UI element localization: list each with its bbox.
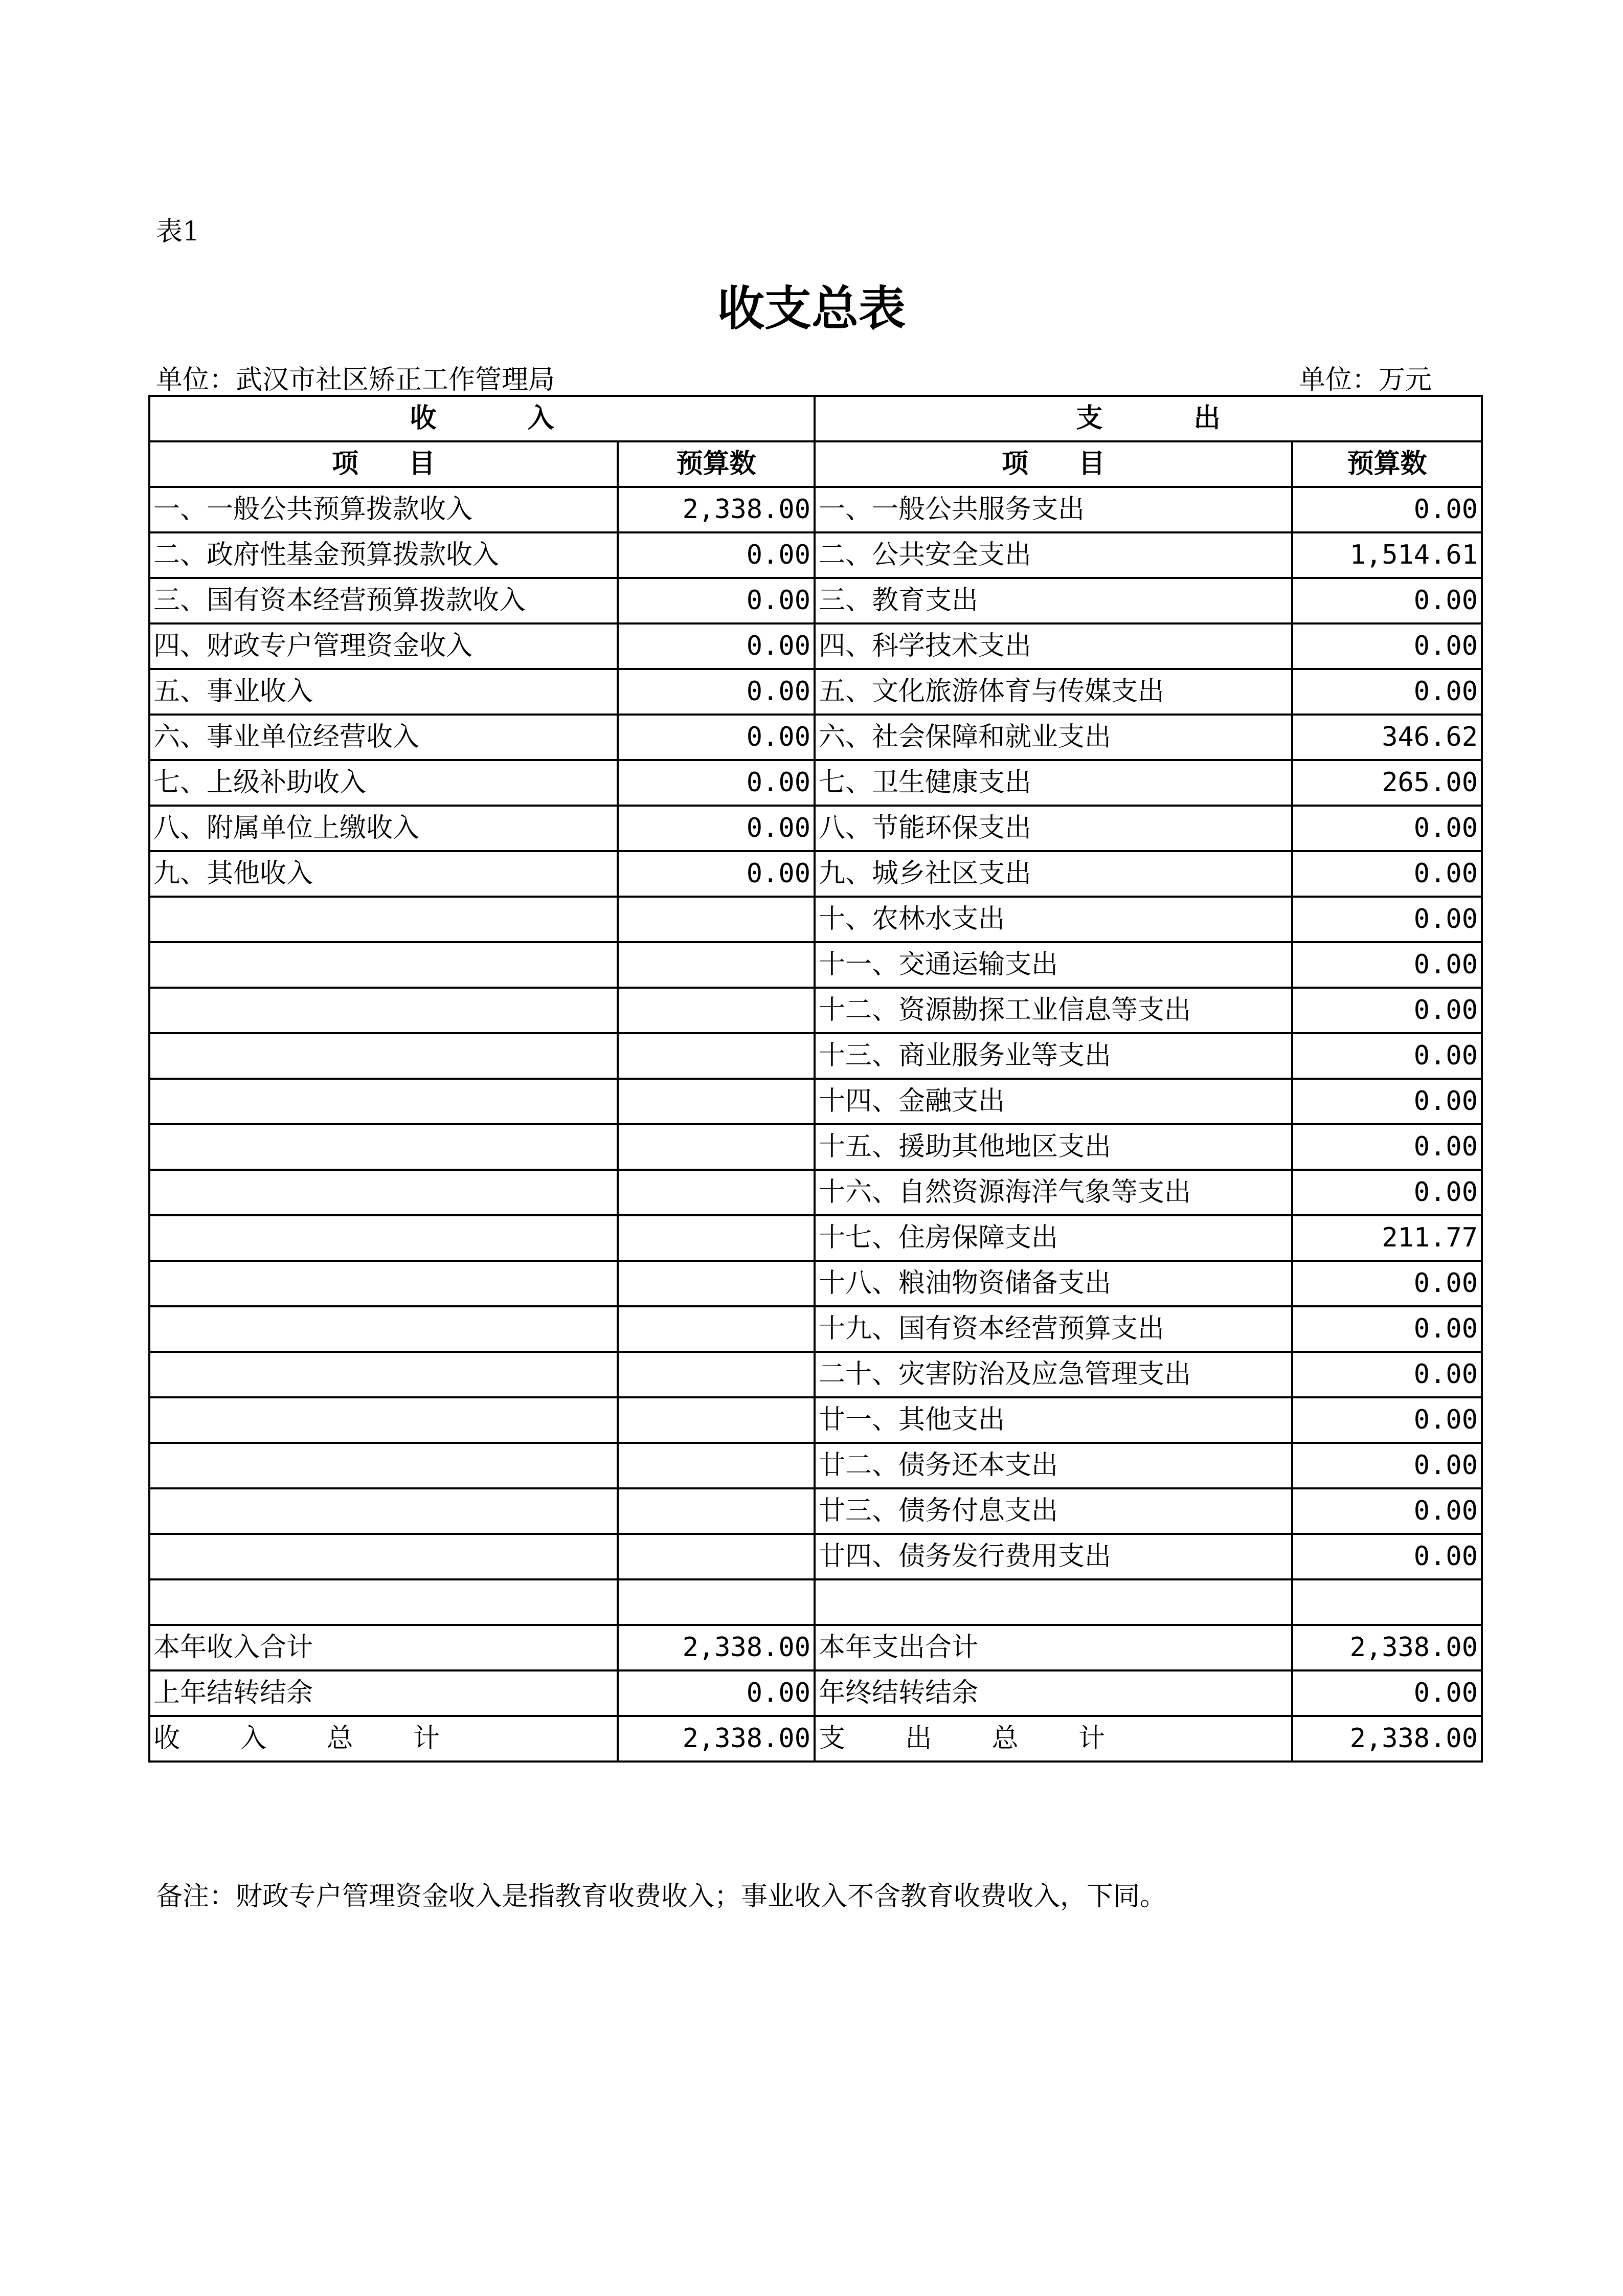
table-row [149,1443,1482,1488]
income-item-cell: 四、财政专户管理资金收入 [149,623,618,669]
table-row [149,806,1482,851]
income-item-cell: 三、国有资本经营预算拨款收入 [149,578,618,623]
income-budget-cell [618,1033,815,1079]
income-budget-cell [618,1261,815,1306]
expense-budget-cell: 0.00 [1292,1443,1482,1488]
income-budget-cell [618,1534,815,1579]
expense-budget-cell: 346.62 [1292,715,1482,760]
table-row [149,760,1482,806]
expense-budget-cell: 0.00 [1292,1488,1482,1534]
table-row [149,1033,1482,1079]
income-budget-cell [618,1352,815,1397]
expense-item-cell: 十三、商业服务业等支出 [815,1033,1292,1079]
total-row [149,1716,1482,1762]
expense-item-cell: 二、公共安全支出 [815,532,1292,578]
header-row-columns [149,441,1482,487]
income-item-cell: 本年收入合计 [149,1625,618,1670]
income-total-label [149,1716,618,1762]
table-row [149,1488,1482,1534]
expense-item-cell: 十、农林水支出 [815,897,1292,942]
expense-item-cell: 三、教育支出 [815,578,1292,623]
income-budget-cell [618,1170,815,1215]
expense-header: 支 出 [815,396,1482,441]
table-row [149,942,1482,988]
income-item-cell: 二、政府性基金预算拨款收入 [149,532,618,578]
expense-budget-cell: 2,338.00 [1292,1625,1482,1670]
page-title: 收支总表 [717,281,906,336]
expense-item-cell: 一、一般公共服务支出 [815,487,1292,532]
expense-budget-cell: 0.00 [1292,851,1482,897]
income-budget-cell [618,1306,815,1352]
table-row [149,1670,1482,1716]
expense-budget-cell: 0.00 [1292,669,1482,715]
expense-total-value: 2,338.00 [1292,1716,1482,1762]
expense-budget-cell: 0.00 [1292,487,1482,532]
income-budget-cell: 0.00 [618,851,815,897]
expense-budget-cell: 0.00 [1292,897,1482,942]
income-budget-cell: 0.00 [618,623,815,669]
expense-item-cell: 九、城乡社区支出 [815,851,1292,897]
income-item-cell [149,1579,618,1625]
expense-budget-cell: 1,514.61 [1292,532,1482,578]
income-budget-cell: 0.00 [618,578,815,623]
income-item-cell: 七、上级补助收入 [149,760,618,806]
expense-item-cell: 八、节能环保支出 [815,806,1292,851]
expense-item-cell: 十一、交通运输支出 [815,942,1292,988]
income-item-cell [149,1079,618,1124]
income-item-cell: 一、一般公共预算拨款收入 [149,487,618,532]
expense-item-cell: 十四、金融支出 [815,1079,1292,1124]
table-row [149,487,1482,532]
expense-budget-cell: 265.00 [1292,760,1482,806]
income-item-cell [149,1397,618,1443]
expense-total-label-char: 出 [905,1723,932,1754]
income-budget-cell [618,1079,815,1124]
income-total-label-char: 入 [240,1723,267,1754]
income-item-cell [149,1261,618,1306]
expense-budget-cell: 0.00 [1292,578,1482,623]
income-header: 收 入 [149,396,815,441]
table-row [149,1397,1482,1443]
expense-item-cell: 本年支出合计 [815,1625,1292,1670]
expense-item-cell: 十二、资源勘探工业信息等支出 [815,988,1292,1033]
income-budget-cell: 0.00 [618,1670,815,1716]
expense-item-cell: 廿一、其他支出 [815,1397,1292,1443]
expense-budget-cell: 0.00 [1292,1670,1482,1716]
income-budget-cell [618,1215,815,1261]
expense-budget-cell: 0.00 [1292,1534,1482,1579]
income-budget-cell: 0.00 [618,532,815,578]
income-budget-cell [618,1488,815,1534]
income-budget-cell: 2,338.00 [618,1625,815,1670]
table-row [149,1215,1482,1261]
income-budget-cell [618,988,815,1033]
income-budget-cell [618,897,815,942]
income-budget-header: 预算数 [618,441,815,487]
income-item-cell [149,1215,618,1261]
income-budget-cell [618,1124,815,1170]
expense-total-label-char: 支 [819,1723,846,1754]
expense-budget-cell: 0.00 [1292,623,1482,669]
expense-item-cell: 年终结转结余 [815,1670,1292,1716]
income-budget-cell [618,1397,815,1443]
expense-item-cell: 六、社会保障和就业支出 [815,715,1292,760]
expense-item-cell [815,1579,1292,1625]
table-row [149,1261,1482,1306]
expense-item-cell: 十五、援助其他地区支出 [815,1124,1292,1170]
table-row [149,1124,1482,1170]
income-budget-cell: 0.00 [618,760,815,806]
table-row [149,669,1482,715]
expense-budget-cell: 0.00 [1292,1352,1482,1397]
expense-budget-cell: 0.00 [1292,942,1482,988]
expense-item-header: 项 目 [815,441,1292,487]
table-row [149,897,1482,942]
expense-budget-cell: 0.00 [1292,1079,1482,1124]
expense-item-cell: 廿三、债务付息支出 [815,1488,1292,1534]
income-item-cell [149,1170,618,1215]
income-item-cell [149,1534,618,1579]
expense-item-cell: 廿二、债务还本支出 [815,1443,1292,1488]
expense-budget-cell: 211.77 [1292,1215,1482,1261]
table-row [149,532,1482,578]
income-budget-cell [618,942,815,988]
expense-budget-cell: 0.00 [1292,1306,1482,1352]
table-row [149,988,1482,1033]
income-budget-cell: 2,338.00 [618,487,815,532]
unit-organization: 单位：武汉市社区矫正工作管理局 [156,365,555,395]
income-item-cell [149,988,618,1033]
table-row [149,1625,1482,1670]
table-row [149,851,1482,897]
income-budget-cell: 0.00 [618,715,815,760]
income-budget-cell: 0.00 [618,669,815,715]
expense-item-cell: 二十、灾害防治及应急管理支出 [815,1352,1292,1397]
expense-budget-cell [1292,1579,1482,1625]
table-row [149,1170,1482,1215]
income-item-header: 项 目 [149,441,618,487]
income-budget-cell [618,1579,815,1625]
income-item-cell [149,897,618,942]
expense-total-label-char: 总 [991,1723,1019,1754]
table-row [149,1534,1482,1579]
table-row [149,1352,1482,1397]
expense-budget-cell: 0.00 [1292,1261,1482,1306]
income-item-cell [149,1443,618,1488]
table-row [149,1579,1482,1625]
expense-total-label-char: 计 [1078,1723,1106,1754]
table-row [149,1306,1482,1352]
footnote: 备注：财政专户管理资金收入是指教育收费收入；事业收入不含教育收费收入，下同。 [156,1881,1167,1912]
expense-item-cell: 十九、国有资本经营预算支出 [815,1306,1292,1352]
income-item-cell: 八、附属单位上缴收入 [149,806,618,851]
table-label: 表1 [156,216,200,247]
income-total-label-char: 计 [413,1723,440,1754]
expense-budget-cell: 0.00 [1292,1397,1482,1443]
income-total-value: 2,338.00 [618,1716,815,1762]
income-item-cell [149,942,618,988]
expense-budget-cell: 0.00 [1292,1033,1482,1079]
income-item-cell: 五、事业收入 [149,669,618,715]
expense-item-cell: 十六、自然资源海洋气象等支出 [815,1170,1292,1215]
table-row [149,578,1482,623]
income-budget-cell [618,1443,815,1488]
income-item-cell [149,1124,618,1170]
income-item-cell: 六、事业单位经营收入 [149,715,618,760]
income-item-cell [149,1488,618,1534]
expense-item-cell: 十八、粮油物资储备支出 [815,1261,1292,1306]
table-row [149,715,1482,760]
income-total-label-char: 收 [153,1723,181,1754]
income-item-cell: 九、其他收入 [149,851,618,897]
header-row-section [149,396,1482,441]
table-row [149,623,1482,669]
income-item-cell [149,1352,618,1397]
expense-total-label [815,1716,1292,1762]
income-total-label-char: 总 [326,1723,353,1754]
income-item-cell [149,1033,618,1079]
unit-currency: 单位：万元 [1299,365,1432,395]
expense-item-cell: 廿四、债务发行费用支出 [815,1534,1292,1579]
table-row [149,1079,1482,1124]
expense-item-cell: 五、文化旅游体育与传媒支出 [815,669,1292,715]
expense-item-cell: 十七、住房保障支出 [815,1215,1292,1261]
expense-item-cell: 四、科学技术支出 [815,623,1292,669]
expense-budget-cell: 0.00 [1292,988,1482,1033]
income-budget-cell: 0.00 [618,806,815,851]
income-item-cell [149,1306,618,1352]
income-expense-table [148,395,1483,1763]
expense-budget-cell: 0.00 [1292,1170,1482,1215]
expense-budget-cell: 0.00 [1292,806,1482,851]
expense-budget-header: 预算数 [1292,441,1482,487]
income-item-cell: 上年结转结余 [149,1670,618,1716]
expense-budget-cell: 0.00 [1292,1124,1482,1170]
expense-item-cell: 七、卫生健康支出 [815,760,1292,806]
